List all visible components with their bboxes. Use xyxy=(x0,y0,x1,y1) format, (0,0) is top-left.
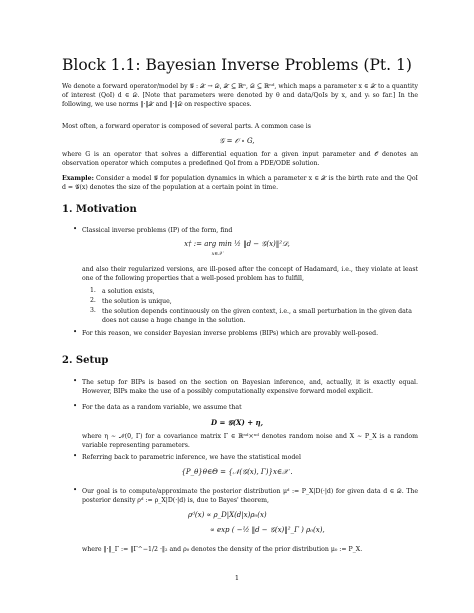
bullet: • xyxy=(73,402,78,410)
intro-paragraph-1: We denote a forward operator/model by 𝒢 : 𝒳 → 𝒟, 𝒳 ⊆ ℝⁿ, 𝒟 ⊆ ℝⁿᵈ, which maps a parameter x ∈ 𝒳 to a quantity of interest (QoI) d ∈ 𝒟. [Note that parameters were denoted by θ and data/QoIs by x, and yᵢ so far.] In the following, we use norms ‖·‖𝒳 and ‖·‖𝒟 on respective spaces. xyxy=(62,83,418,109)
motivation-paragraph: and also their regularized versions, are ill-posed after the concept of Hadamard, i.e., they violate at least one of the following properties that a well-posed problem has to fulfill, xyxy=(82,266,418,283)
section-heading-setup: 2. Setup xyxy=(62,355,109,366)
equation-argmin-subscript: x∈𝒳 xyxy=(211,251,223,257)
setup-bullet-4: Our goal is to compute/approximate the posterior distribution μᵈ := P_X|D(·|d) for given data d ∈ 𝒟. The posterior density ρᵈ := ρ_X|D(·|d) is, due to Bayes' theorem, xyxy=(82,488,418,505)
setup-bullet-2: For the data as a random variable, we assume that xyxy=(82,404,242,411)
equation-argmin: x† := arg min ½ ‖d − 𝒢(x)‖²𝒟, xyxy=(184,240,290,248)
page-number: 1 xyxy=(234,574,240,582)
motivation-bullet-1: Classical inverse problems (IP) of the form, find xyxy=(82,227,233,234)
setup-bullet-3: Referring back to parametric inference, we have the statistical model xyxy=(82,454,301,461)
list-number: 3. xyxy=(90,307,96,314)
list-number: 1. xyxy=(90,287,96,294)
list-item: the solution is unique, xyxy=(102,298,172,305)
example-text: Consider a model 𝒢 for population dynamics in which a parameter x ∈ 𝒳 is the birth rate and the QoI d = 𝒢(x) denotes the size of the population at a certain point in time. xyxy=(62,175,418,192)
example-label: Example: xyxy=(62,175,94,182)
bullet: • xyxy=(73,377,78,385)
intro-paragraph-2: Most often, a forward operator is composed of several parts. A common case is xyxy=(62,123,311,130)
bullet: • xyxy=(73,486,78,494)
equation-forward-composition: 𝒢 = 𝒪 ∘ G, xyxy=(219,137,255,145)
section-heading-motivation: 1. Motivation xyxy=(62,204,137,215)
page-title: Block 1.1: Bayesian Inverse Problems (Pt. 1) xyxy=(62,56,412,74)
setup-norm-paragraph: where ‖·‖_Γ := ‖Γ^−1/2 ·‖₂ and ρ₀ denotes the density of the prior distribution μ₀ := P_X. xyxy=(82,546,363,553)
bullet: • xyxy=(73,328,78,336)
example-paragraph xyxy=(62,174,418,192)
motivation-bullet-2: For this reason, we consider Bayesian inverse problems (BIPs) which are provably well-posed. xyxy=(82,330,379,337)
intro-paragraph-3: where G is an operator that solves a differential equation for a given input parameter and 𝒪 denotes an observation operator which computes a predefined QoI from a PDE/ODE solution. xyxy=(62,151,418,168)
list-item: a solution exists, xyxy=(102,288,155,295)
bullet: • xyxy=(73,225,78,233)
list-item: the solution depends continuously on the given context, i.e., a small perturbation in the given data does not cause a huge change in the solution. xyxy=(102,308,412,325)
equation-posterior-1: ρᵈ(x) ∝ ρ_D|X(d|x)ρ₀(x) xyxy=(188,511,267,519)
equation-posterior-2: ∝ exp ( −½ ‖d − 𝒢(x)‖²_Γ ) ρ₀(x), xyxy=(210,526,325,534)
setup-bullet-1: The setup for BIPs is based on the section on Bayesian inference, and, actually, it is exactly equal. However, BIPs make the use of a possibly computationally expensive forward model explicit. xyxy=(82,379,418,396)
list-number: 2. xyxy=(90,297,96,304)
equation-statistical-model: {P_θ}θ∈Θ = {𝒩(𝒢(x), Γ)}x∈𝒳 . xyxy=(181,468,293,476)
bullet: • xyxy=(73,452,78,460)
equation-data-model: D = 𝒢(X) + η, xyxy=(210,418,264,427)
setup-noise-paragraph: where η ∼ 𝒩(0, Γ) for a covariance matrix Γ ∈ ℝⁿᵈ×ⁿᵈ denotes random noise and X ∼ P_X is a random variable representing parameters. xyxy=(82,433,418,450)
